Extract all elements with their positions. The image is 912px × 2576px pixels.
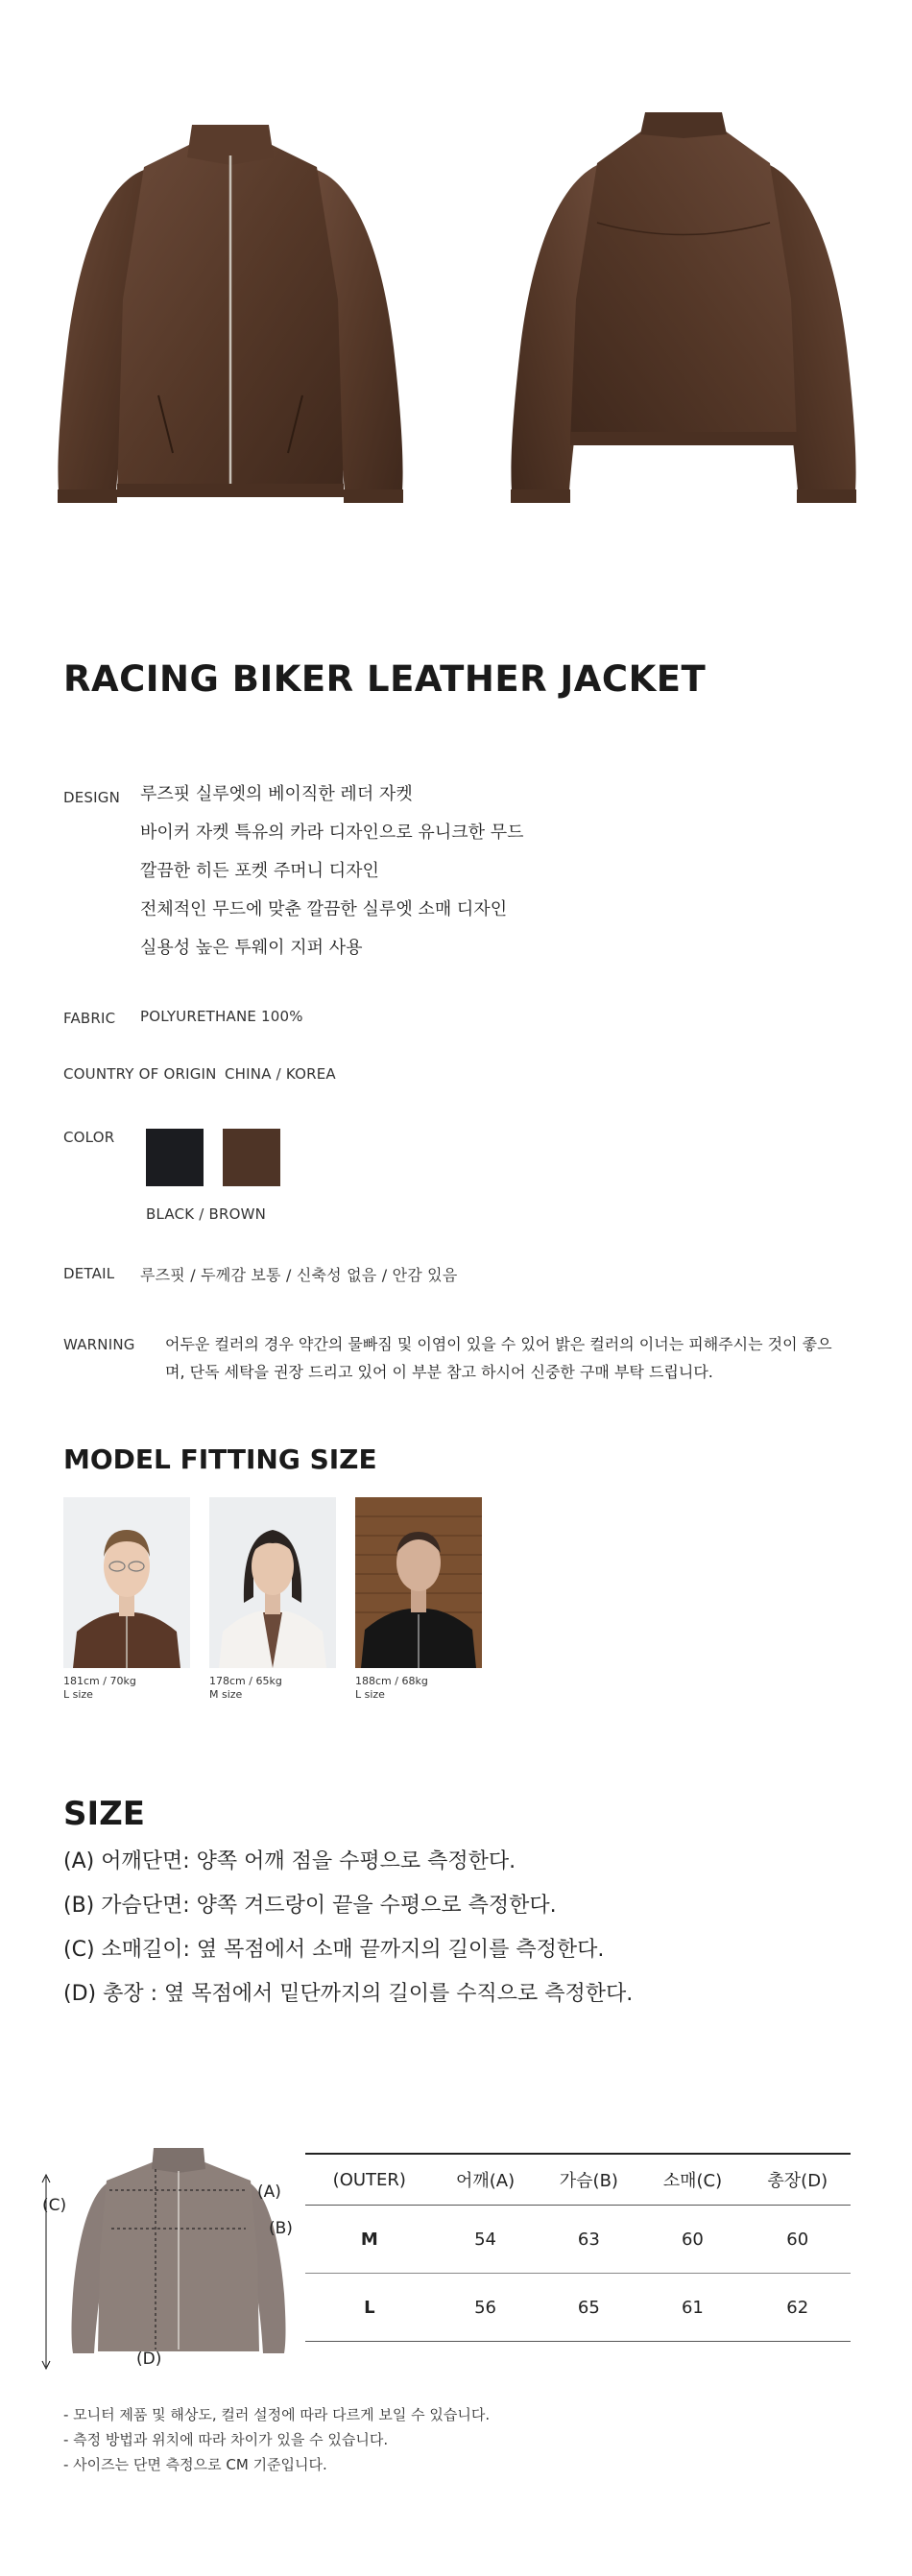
header-outer: (OUTER) — [332, 2169, 406, 2190]
note-line: - 측정 방법과 위치에 따라 차이가 있을 수 있습니다. — [63, 2431, 389, 2448]
model-size: M size — [209, 1688, 243, 1701]
detail-value: 루즈핏 / 두께감 보통 / 신축성 없음 / 안감 있음 — [140, 1266, 458, 1284]
jacket-measurement-icon — [35, 2131, 323, 2371]
color-label: COLOR — [63, 1129, 115, 1146]
design-line: 전체적인 무드에 맞춘 깔끔한 실루엣 소매 디자인 — [140, 899, 508, 919]
fitting-title: MODEL FITTING SIZE — [63, 1443, 377, 1475]
model-size: L size — [63, 1688, 93, 1701]
color-swatch-black — [146, 1129, 204, 1186]
model-photo-icon — [63, 1497, 190, 1668]
model-measure: 181cm / 70kg — [63, 1675, 136, 1687]
table-cell: 56 — [474, 2297, 496, 2318]
diagram-label-c: (C) — [42, 2196, 67, 2215]
design-list — [140, 783, 523, 975]
diagram-label-a: (A) — [257, 2182, 281, 2202]
table-row — [305, 2274, 851, 2342]
detail-label: DETAIL — [63, 1265, 115, 1282]
size-guide-line: (B) 가슴단면: 양쪽 겨드랑이 끝을 수평으로 측정한다. — [63, 1894, 557, 1918]
color-caption: BLACK / BROWN — [146, 1205, 267, 1223]
table-cell: 60 — [786, 2229, 809, 2250]
size-guide-line: (A) 어깨단면: 양쪽 어깨 점을 수평으로 측정한다. — [63, 1849, 516, 1873]
model-photo-icon — [209, 1497, 336, 1668]
table-cell: 63 — [577, 2229, 600, 2250]
table-cell: 54 — [474, 2229, 496, 2250]
note-line: - 모니터 제품 및 해상도, 컬러 설정에 따라 다르게 보일 수 있습니다. — [63, 2406, 491, 2423]
header-chest: 가슴(B) — [559, 2171, 618, 2191]
table-cell: 65 — [577, 2297, 600, 2318]
header-shoulder: 어깨(A) — [455, 2171, 516, 2191]
model-photo-1 — [63, 1497, 190, 1668]
model-measure: 178cm / 65kg — [209, 1675, 282, 1687]
size-table — [305, 2153, 851, 2342]
model-size: L size — [355, 1688, 385, 1701]
jacket-back-view-icon — [492, 107, 876, 520]
design-label: DESIGN — [63, 789, 121, 806]
design-line: 바이커 자켓 특유의 카라 디자인으로 유니크한 무드 — [140, 823, 524, 843]
model-caption-2 — [209, 1675, 282, 1702]
jacket-back-image — [492, 107, 876, 520]
diagram-label-d: (D) — [136, 2349, 162, 2369]
diagram-label-b: (B) — [269, 2219, 293, 2238]
header-length: 총장(D) — [767, 2171, 828, 2191]
table-cell: 60 — [681, 2229, 704, 2250]
size-cell: L — [364, 2297, 375, 2318]
model-photo-3 — [355, 1497, 482, 1668]
size-table-header — [305, 2154, 851, 2206]
origin-label: COUNTRY OF ORIGIN — [63, 1065, 217, 1083]
model-caption-3 — [355, 1675, 428, 1702]
size-guide-line: (C) 소매길이: 옆 목점에서 소매 끝까지의 길이를 측정한다. — [63, 1938, 605, 1962]
note-line: - 사이즈는 단면 측정으로 CM 기준입니다. — [63, 2456, 327, 2473]
jacket-front-view-icon — [38, 107, 422, 520]
header-sleeve: 소매(C) — [662, 2171, 723, 2191]
design-line: 루즈핏 실루엣의 베이직한 레더 자켓 — [140, 784, 413, 804]
warning-label: WARNING — [63, 1336, 135, 1353]
product-title: RACING BIKER LEATHER JACKET — [63, 658, 707, 700]
color-swatch-brown — [223, 1129, 280, 1186]
origin-value: CHINA / KOREA — [225, 1065, 336, 1083]
size-guide-list — [63, 1848, 633, 2024]
size-cell: M — [360, 2229, 378, 2250]
size-title: SIZE — [63, 1795, 146, 1833]
table-row — [305, 2206, 851, 2274]
fabric-value: POLYURETHANE 100% — [140, 1008, 303, 1025]
table-cell: 61 — [681, 2297, 704, 2318]
measurement-diagram — [35, 2131, 323, 2371]
model-photo-2 — [209, 1497, 336, 1668]
table-cell: 62 — [786, 2297, 809, 2318]
notes-list — [63, 2405, 490, 2480]
model-measure: 188cm / 68kg — [355, 1675, 428, 1687]
warning-text: 어두운 컬러의 경우 약간의 물빠짐 및 이염이 있을 수 있어 밝은 컬러의 이너는 피해주시는 것이 좋으며, 단독 세탁을 권장 드리고 있어 이 부분 참고 하시어 신중한 구매 부탁 드립니다. — [165, 1335, 832, 1381]
jacket-front-image — [38, 107, 422, 520]
fabric-label: FABRIC — [63, 1010, 116, 1027]
model-caption-1 — [63, 1675, 136, 1702]
design-line: 깔끔한 히든 포켓 주머니 디자인 — [140, 861, 379, 881]
design-line: 실용성 높은 투웨이 지퍼 사용 — [140, 938, 363, 958]
model-photo-icon — [355, 1497, 482, 1668]
size-guide-line: (D) 총장 : 옆 목점에서 밑단까지의 길이를 수직으로 측정한다. — [63, 1982, 634, 2006]
